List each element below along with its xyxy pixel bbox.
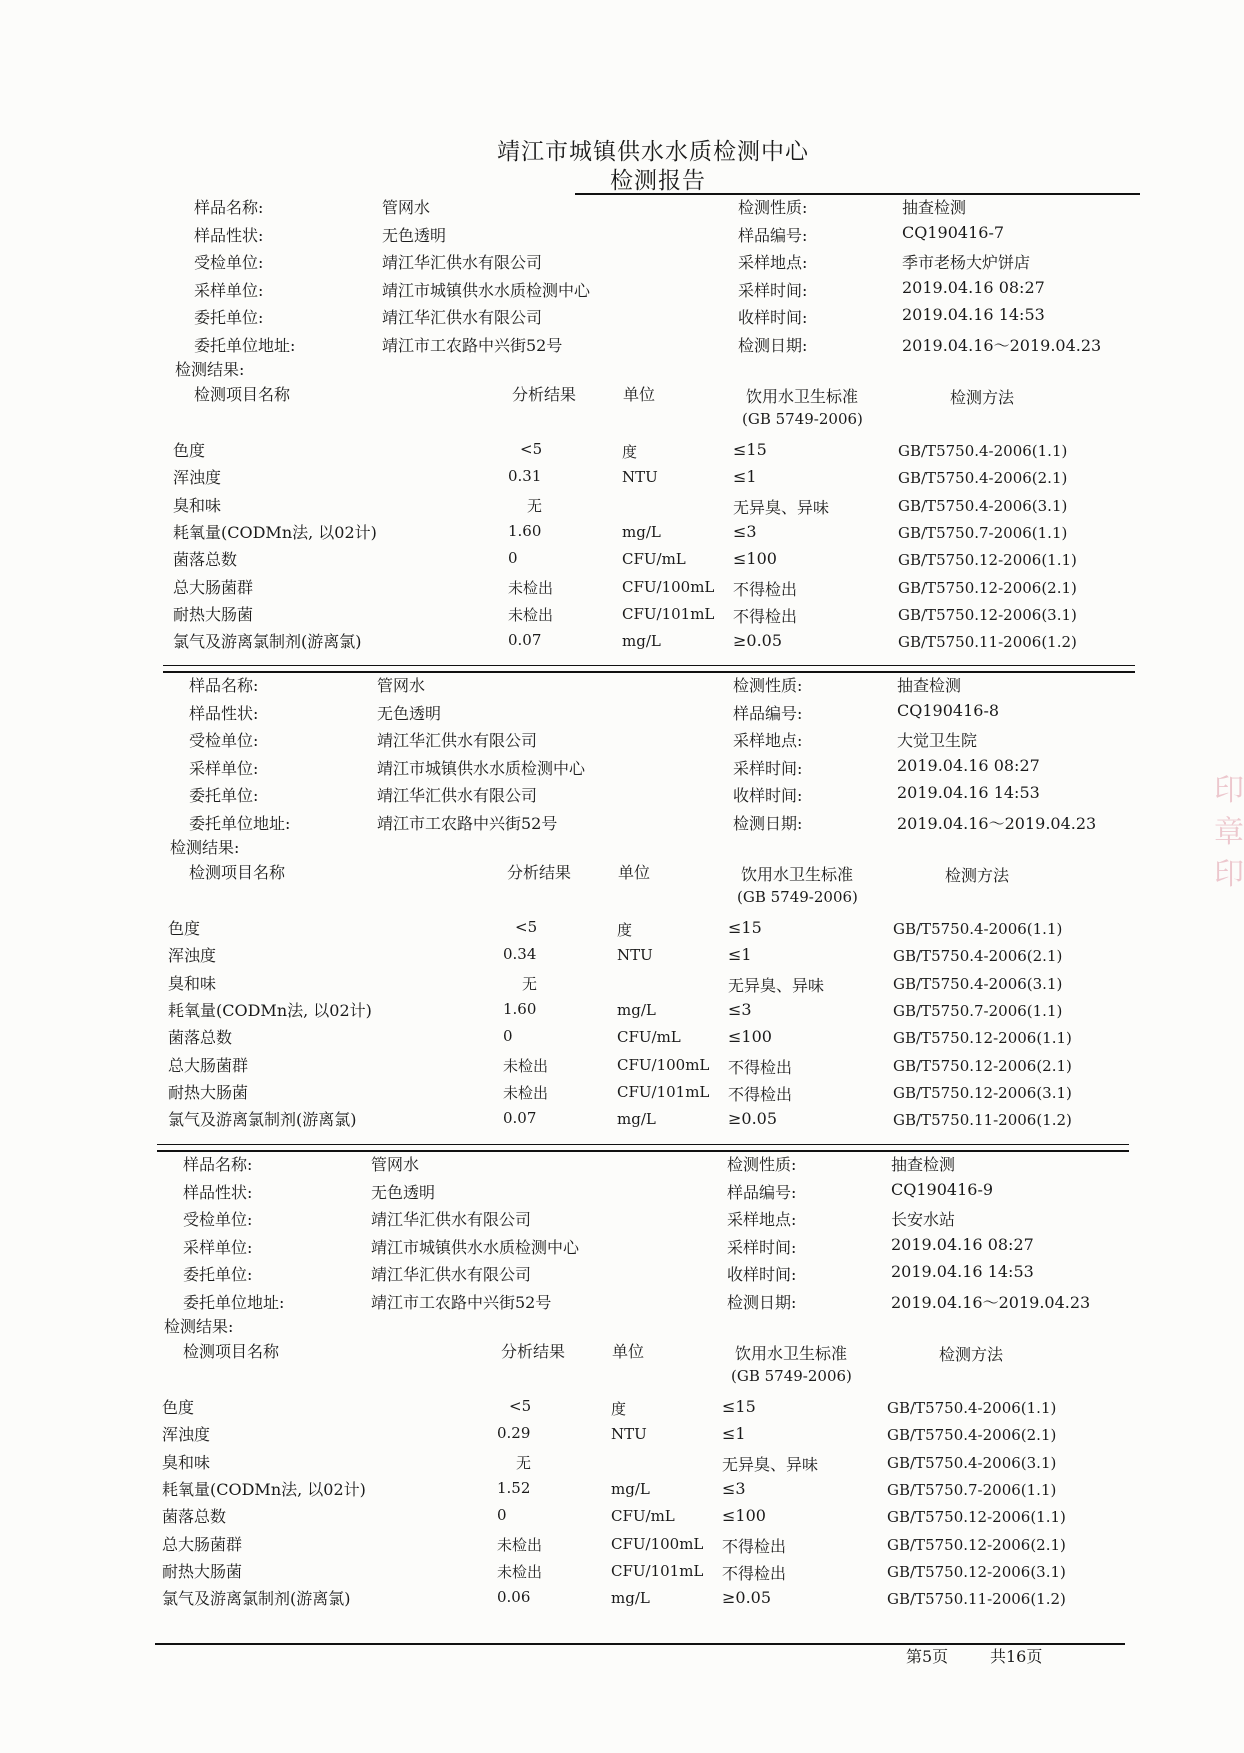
item-standard: 无异臭、异味 — [733, 497, 830, 517]
item-result: 未检出 — [497, 1535, 543, 1554]
item-name: 浑浊度 — [173, 468, 222, 488]
info-label-inspected_unit: 受检单位: — [189, 731, 259, 750]
section-rule — [163, 671, 1135, 673]
item-unit: CFU/101mL — [611, 1561, 704, 1580]
item-result: 0 — [503, 1027, 513, 1046]
item-result: 0 — [497, 1506, 507, 1525]
info-value-sample_no: CQ190416-7 — [902, 222, 1005, 242]
item-name: 色度 — [162, 1398, 195, 1417]
item-standard: 无异臭、异味 — [728, 975, 825, 995]
info-value-client_unit: 靖江华汇供水有限公司 — [382, 308, 543, 327]
item-result: 0.29 — [497, 1424, 531, 1443]
info-label-client_address: 委托单位地址: — [189, 813, 291, 833]
item-name: 氯气及游离氯制剂(游离氯) — [173, 632, 362, 652]
info-label-sampling_time: 采样时间: — [727, 1237, 797, 1257]
info-value-sampling_site: 季市老杨大炉饼店 — [902, 253, 1031, 272]
info-value-sampling_unit: 靖江市城镇供水水质检测中心 — [382, 280, 591, 300]
item-name: 耗氧量(CODMn法, 以02计) — [168, 1000, 372, 1020]
item-name: 总大肠菌群 — [168, 1055, 249, 1075]
info-label-sample_no: 样品编号: — [733, 703, 803, 723]
info-value-test_date: 2019.04.16～2019.04.23 — [897, 813, 1097, 833]
item-method: GB/T5750.12-2006(2.1) — [898, 578, 1077, 597]
section-rule — [157, 1144, 1129, 1145]
item-name: 臭和味 — [173, 495, 222, 515]
item-unit: 度 — [611, 1400, 627, 1418]
item-unit: NTU — [622, 468, 658, 487]
item-result: 0.06 — [497, 1588, 531, 1607]
info-label-receiving_time: 收样时间: — [738, 308, 808, 327]
col-header-standard-ref: (GB 5749-2006) — [731, 1367, 852, 1385]
info-label-sample_state: 样品性状: — [189, 703, 259, 723]
item-method: GB/T5750.12-2006(3.1) — [893, 1083, 1072, 1102]
item-name: 氯气及游离氯制剂(游离氯) — [168, 1110, 357, 1130]
results-heading: 检测结果: — [164, 1317, 234, 1336]
seal-fragment: 印 章 印 — [1214, 773, 1244, 892]
item-result: 未检出 — [497, 1562, 543, 1581]
item-result: 0.34 — [503, 945, 537, 964]
info-value-sample_name: 管网水 — [371, 1155, 420, 1174]
item-name: 浑浊度 — [162, 1425, 211, 1445]
info-label-sampling_site: 采样地点: — [733, 731, 803, 750]
item-standard: ≤100 — [728, 1027, 772, 1047]
item-unit: 度 — [622, 443, 638, 461]
item-name: 菌落总数 — [162, 1507, 227, 1527]
info-value-inspected_unit: 靖江华汇供水有限公司 — [382, 253, 543, 272]
info-value-client_unit: 靖江华汇供水有限公司 — [371, 1265, 532, 1284]
item-name: 臭和味 — [162, 1452, 211, 1472]
info-label-client_address: 委托单位地址: — [183, 1292, 285, 1312]
info-value-sample_state: 无色透明 — [382, 225, 447, 245]
item-standard: ≤1 — [722, 1424, 746, 1444]
item-unit: mg/L — [611, 1479, 650, 1498]
col-header-standard: 饮用水卫生标准 — [746, 387, 859, 406]
item-result: <5 — [515, 918, 538, 936]
info-label-inspected_unit: 受检单位: — [194, 253, 264, 272]
col-header-unit: 单位 — [623, 385, 656, 404]
item-name: 总大肠菌群 — [173, 577, 254, 597]
info-label-sample_state: 样品性状: — [194, 225, 264, 245]
info-label-client_address: 委托单位地址: — [194, 335, 296, 355]
section-rule — [575, 193, 1140, 195]
info-label-sampling_time: 采样时间: — [738, 280, 808, 300]
item-name: 菌落总数 — [173, 550, 238, 570]
info-label-test_type: 检测性质: — [733, 676, 803, 695]
item-name: 耗氧量(CODMn法, 以02计) — [162, 1479, 366, 1499]
item-unit: mg/L — [611, 1589, 650, 1608]
item-result: 未检出 — [503, 1056, 549, 1075]
item-method: GB/T5750.7-2006(1.1) — [887, 1480, 1057, 1499]
info-value-test_date: 2019.04.16～2019.04.23 — [902, 335, 1102, 355]
item-method: GB/T5750.4-2006(1.1) — [893, 920, 1063, 938]
footer-rule — [155, 1643, 1125, 1645]
item-name: 耐热大肠菌 — [173, 604, 254, 624]
info-value-test_type: 抽查检测 — [897, 676, 962, 695]
info-label-sample_state: 样品性状: — [183, 1182, 253, 1202]
item-result: <5 — [509, 1397, 532, 1415]
info-label-sampling_site: 采样地点: — [727, 1210, 797, 1229]
info-value-sample_state: 无色透明 — [371, 1182, 436, 1202]
item-result: 1.60 — [508, 521, 542, 540]
info-value-receiving_time: 2019.04.16 14:53 — [897, 783, 1040, 802]
col-header-item: 检测项目名称 — [194, 385, 291, 404]
item-unit: mg/L — [617, 1110, 656, 1129]
info-value-test_type: 抽查检测 — [891, 1155, 956, 1174]
item-name: 耐热大肠菌 — [168, 1082, 249, 1102]
report-subtitle: 检测报告 — [610, 168, 706, 194]
col-header-standard-ref: (GB 5749-2006) — [737, 888, 858, 906]
item-standard: ≤1 — [733, 467, 757, 487]
info-value-inspected_unit: 靖江华汇供水有限公司 — [377, 731, 538, 750]
item-name: 臭和味 — [168, 973, 217, 993]
info-label-sampling_site: 采样地点: — [738, 253, 808, 272]
item-standard: 无异臭、异味 — [722, 1454, 819, 1474]
info-value-inspected_unit: 靖江华汇供水有限公司 — [371, 1210, 532, 1229]
item-unit: mg/L — [617, 1000, 656, 1019]
item-name: 色度 — [168, 919, 201, 938]
col-header-result: 分析结果 — [512, 385, 577, 404]
info-value-sampling_time: 2019.04.16 08:27 — [902, 277, 1045, 297]
col-header-result: 分析结果 — [501, 1342, 566, 1361]
col-header-standard-ref: (GB 5749-2006) — [742, 410, 863, 428]
item-method: GB/T5750.11-2006(1.2) — [893, 1111, 1072, 1130]
item-name: 色度 — [173, 441, 206, 460]
info-value-client_address: 靖江市工农路中兴街52号 — [382, 335, 563, 355]
info-label-client_unit: 委托单位: — [189, 786, 259, 805]
info-value-sampling_time: 2019.04.16 08:27 — [891, 1234, 1034, 1254]
info-value-sampling_unit: 靖江市城镇供水水质检测中心 — [371, 1237, 580, 1257]
item-standard: ≤3 — [722, 1478, 746, 1498]
col-header-unit: 单位 — [612, 1342, 645, 1361]
item-standard: ≤100 — [722, 1506, 766, 1526]
item-method: GB/T5750.12-2006(3.1) — [887, 1562, 1066, 1581]
results-heading: 检测结果: — [175, 360, 245, 379]
info-label-receiving_time: 收样时间: — [733, 786, 803, 805]
item-unit: mg/L — [622, 632, 661, 651]
report-title: 靖江市城镇供水水质检测中心 — [497, 139, 809, 165]
info-value-client_unit: 靖江华汇供水有限公司 — [377, 786, 538, 805]
info-value-client_address: 靖江市工农路中兴街52号 — [371, 1292, 552, 1312]
item-result: 1.60 — [503, 999, 537, 1018]
item-method: GB/T5750.12-2006(2.1) — [887, 1535, 1066, 1554]
item-result: 无 — [516, 1453, 532, 1472]
info-value-test_type: 抽查检测 — [902, 198, 967, 217]
info-value-sample_no: CQ190416-9 — [891, 1179, 994, 1199]
info-label-inspected_unit: 受检单位: — [183, 1210, 253, 1229]
item-result: 未检出 — [508, 605, 554, 624]
item-method: GB/T5750.4-2006(2.1) — [893, 947, 1063, 966]
item-method: GB/T5750.4-2006(2.1) — [887, 1426, 1057, 1445]
item-unit: CFU/mL — [622, 550, 686, 569]
col-header-standard: 饮用水卫生标准 — [741, 865, 854, 884]
results-heading: 检测结果: — [170, 838, 240, 857]
info-value-sample_name: 管网水 — [382, 198, 431, 217]
item-standard: ≤1 — [728, 945, 752, 965]
item-result: 未检出 — [503, 1083, 549, 1102]
section-rule — [157, 1150, 1129, 1152]
info-value-sampling_unit: 靖江市城镇供水水质检测中心 — [377, 758, 586, 778]
col-header-result: 分析结果 — [507, 863, 572, 882]
info-label-sample_name: 样品名称: — [189, 676, 259, 695]
item-unit: CFU/100mL — [611, 1534, 704, 1553]
col-header-item: 检测项目名称 — [189, 863, 286, 882]
item-name: 耐热大肠菌 — [162, 1561, 243, 1581]
item-unit: CFU/101mL — [617, 1082, 710, 1101]
item-result: <5 — [520, 440, 543, 458]
item-method: GB/T5750.7-2006(1.1) — [893, 1001, 1063, 1020]
item-method: GB/T5750.12-2006(3.1) — [898, 605, 1077, 624]
item-method: GB/T5750.4-2006(1.1) — [898, 442, 1068, 460]
page-total: 共16页 — [990, 1647, 1043, 1666]
info-label-test_date: 检测日期: — [738, 335, 808, 355]
info-value-receiving_time: 2019.04.16 14:53 — [891, 1262, 1034, 1281]
info-label-sampling_unit: 采样单位: — [194, 280, 264, 300]
item-unit: 度 — [617, 921, 633, 939]
col-header-standard: 饮用水卫生标准 — [735, 1344, 848, 1363]
info-label-sample_no: 样品编号: — [738, 225, 808, 245]
item-method: GB/T5750.12-2006(1.1) — [887, 1508, 1066, 1527]
info-label-sample_no: 样品编号: — [727, 1182, 797, 1202]
item-standard: 不得检出 — [728, 1084, 793, 1104]
item-standard: 不得检出 — [728, 1057, 793, 1077]
item-result: 1.52 — [497, 1478, 531, 1497]
info-label-sample_name: 样品名称: — [194, 198, 264, 217]
info-label-client_unit: 委托单位: — [194, 308, 264, 327]
item-name: 菌落总数 — [168, 1028, 233, 1048]
item-result: 0.31 — [508, 467, 542, 486]
item-unit: CFU/mL — [617, 1028, 681, 1047]
item-standard: ≤15 — [733, 440, 767, 459]
section-rule — [163, 665, 1135, 666]
item-method: GB/T5750.12-2006(1.1) — [893, 1029, 1072, 1048]
info-label-client_unit: 委托单位: — [183, 1265, 253, 1284]
item-unit: mg/L — [622, 522, 661, 541]
item-standard: 不得检出 — [733, 606, 798, 626]
item-unit: CFU/101mL — [622, 604, 715, 623]
info-value-sample_state: 无色透明 — [377, 703, 442, 723]
item-method: GB/T5750.12-2006(2.1) — [893, 1056, 1072, 1075]
info-value-sample_name: 管网水 — [377, 676, 426, 695]
item-name: 总大肠菌群 — [162, 1534, 243, 1554]
item-name: 氯气及游离氯制剂(游离氯) — [162, 1589, 351, 1609]
item-method: GB/T5750.7-2006(1.1) — [898, 523, 1068, 542]
item-unit: NTU — [611, 1425, 647, 1444]
item-result: 无 — [527, 496, 543, 515]
item-standard: 不得检出 — [722, 1536, 787, 1556]
info-label-test_date: 检测日期: — [733, 813, 803, 833]
item-method: GB/T5750.4-2006(2.1) — [898, 469, 1068, 488]
item-standard: ≥0.05 — [722, 1588, 772, 1608]
item-standard: ≤100 — [733, 549, 777, 569]
item-standard: 不得检出 — [733, 579, 798, 599]
col-header-method: 检测方法 — [945, 866, 1010, 885]
item-method: GB/T5750.11-2006(1.2) — [898, 633, 1077, 652]
col-header-item: 检测项目名称 — [183, 1342, 280, 1361]
page-number: 第5页 — [906, 1647, 949, 1666]
item-unit: CFU/100mL — [617, 1055, 710, 1074]
item-method: GB/T5750.4-2006(3.1) — [887, 1453, 1057, 1472]
item-result: 0.07 — [503, 1109, 537, 1128]
item-method: GB/T5750.4-2006(1.1) — [887, 1399, 1057, 1417]
info-label-sampling_unit: 采样单位: — [183, 1237, 253, 1257]
info-label-test_date: 检测日期: — [727, 1292, 797, 1312]
item-unit: CFU/100mL — [622, 577, 715, 596]
item-standard: ≤3 — [728, 999, 752, 1019]
info-value-test_date: 2019.04.16～2019.04.23 — [891, 1292, 1091, 1312]
item-name: 耗氧量(CODMn法, 以02计) — [173, 522, 377, 542]
item-result: 未检出 — [508, 578, 554, 597]
item-unit: CFU/mL — [611, 1507, 675, 1526]
info-label-sampling_unit: 采样单位: — [189, 758, 259, 778]
item-method: GB/T5750.12-2006(1.1) — [898, 551, 1077, 570]
info-label-test_type: 检测性质: — [738, 198, 808, 217]
item-standard: ≤3 — [733, 521, 757, 541]
item-standard: ≥0.05 — [728, 1109, 778, 1129]
item-standard: ≤15 — [722, 1397, 756, 1416]
info-value-sampling_site: 大觉卫生院 — [897, 731, 978, 750]
info-label-sample_name: 样品名称: — [183, 1155, 253, 1174]
info-value-client_address: 靖江市工农路中兴街52号 — [377, 813, 558, 833]
info-label-sampling_time: 采样时间: — [733, 758, 803, 778]
info-label-receiving_time: 收样时间: — [727, 1265, 797, 1284]
item-result: 0 — [508, 549, 518, 568]
col-header-method: 检测方法 — [939, 1345, 1004, 1364]
info-value-sampling_time: 2019.04.16 08:27 — [897, 755, 1040, 775]
col-header-method: 检测方法 — [950, 388, 1015, 407]
item-method: GB/T5750.11-2006(1.2) — [887, 1590, 1066, 1609]
item-standard: ≤15 — [728, 918, 762, 937]
item-name: 浑浊度 — [168, 946, 217, 966]
item-method: GB/T5750.4-2006(3.1) — [893, 974, 1063, 993]
item-standard: ≥0.05 — [733, 631, 783, 651]
item-result: 无 — [522, 974, 538, 993]
info-value-sampling_site: 长安水站 — [891, 1210, 956, 1229]
info-value-receiving_time: 2019.04.16 14:53 — [902, 305, 1045, 324]
col-header-unit: 单位 — [618, 863, 651, 882]
item-unit: NTU — [617, 946, 653, 965]
item-method: GB/T5750.4-2006(3.1) — [898, 496, 1068, 515]
info-label-test_type: 检测性质: — [727, 1155, 797, 1174]
item-standard: 不得检出 — [722, 1563, 787, 1583]
item-result: 0.07 — [508, 631, 542, 650]
info-value-sample_no: CQ190416-8 — [897, 700, 1000, 720]
